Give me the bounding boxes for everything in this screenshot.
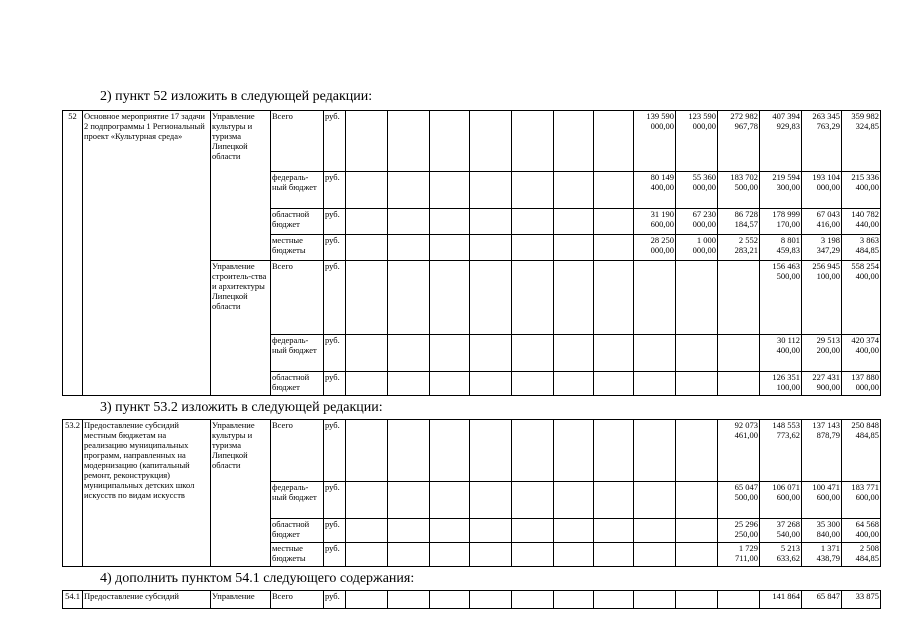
amount-cell: 3 863 484,85 [842, 235, 881, 261]
amount-cell: 420 374 400,00 [842, 335, 881, 372]
amount-cell: 183 702 500,00 [718, 172, 760, 209]
section-heading-52: 2) пункт 52 изложить в следующей редакции: [100, 89, 373, 104]
funding-source: областной бюджет [271, 519, 324, 543]
unit: руб. [324, 591, 346, 609]
amount-cell: 141 864 [760, 591, 802, 609]
amount-cell: 558 254 400,00 [842, 261, 881, 335]
amount-cell: 359 982 324,85 [842, 111, 881, 172]
amount-cell: 183 771 600,00 [842, 482, 881, 519]
amount-cell: 156 463 500,00 [760, 261, 802, 335]
amount-cell: 126 351 100,00 [760, 372, 802, 396]
amount-cell: 28 250 000,00 [634, 235, 676, 261]
table-row [63, 111, 881, 172]
amount-cell: 407 394 929,83 [760, 111, 802, 172]
amount-cell: 1 729 711,00 [718, 543, 760, 567]
amount-cell: 215 336 400,00 [842, 172, 881, 209]
amount-cell: 35 300 840,00 [802, 519, 842, 543]
unit: руб. [324, 372, 346, 396]
funding-source: местные бюджеты [271, 235, 324, 261]
amount-cell: 2 552 283,21 [718, 235, 760, 261]
amount-cell: 86 728 184,57 [718, 209, 760, 235]
table-item-52 [62, 110, 881, 396]
amount-cell: 92 073 461,00 [718, 420, 760, 482]
amount-cell: 65 847 [802, 591, 842, 609]
funding-source: Всего [271, 420, 324, 482]
amount-cell: 250 848 484,85 [842, 420, 881, 482]
amount-cell: 256 945 100,00 [802, 261, 842, 335]
unit: руб. [324, 420, 346, 482]
executor: Управление строитель-ства и архитектуры Липецкой области [211, 261, 271, 396]
amount-cell: 2 508 484,85 [842, 543, 881, 567]
table-item-54-1 [62, 590, 881, 609]
amount-cell: 219 594 300,00 [760, 172, 802, 209]
item-name: Основное мероприятие 17 задачи 2 подпрограммы 1 Региональный проект «Культурная среда» [83, 111, 211, 396]
amount-cell: 67 230 000,00 [676, 209, 718, 235]
section-heading-53-2: 3) пункт 53.2 изложить в следующей редакции: [100, 400, 383, 415]
funding-source: федераль-ный бюджет [271, 482, 324, 519]
amount-cell: 65 047 500,00 [718, 482, 760, 519]
amount-cell: 30 112 400,00 [760, 335, 802, 372]
amount-cell: 106 071 600,00 [760, 482, 802, 519]
amount-cell: 67 043 416,00 [802, 209, 842, 235]
amount-cell: 80 149 400,00 [634, 172, 676, 209]
funding-source: Всего [271, 111, 324, 172]
section-heading-54-1: 4) дополнить пунктом 54.1 следующего содержания: [100, 571, 415, 586]
amount-cell: 272 982 967,78 [718, 111, 760, 172]
amount-cell: 137 143 878,79 [802, 420, 842, 482]
table-item-53-2 [62, 419, 881, 567]
amount-cell: 5 213 633,62 [760, 543, 802, 567]
unit: руб. [324, 111, 346, 172]
unit: руб. [324, 543, 346, 567]
executor: Управление культуры и туризма Липецкой области [211, 111, 271, 261]
amount-cell: 8 801 459,83 [760, 235, 802, 261]
funding-source: Всего [271, 261, 324, 335]
funding-source: областной бюджет [271, 372, 324, 396]
amount-cell: 263 345 763,29 [802, 111, 842, 172]
item-number: 53.2 [63, 420, 83, 567]
unit: руб. [324, 172, 346, 209]
item-number: 54.1 [63, 591, 83, 609]
amount-cell: 100 471 600,00 [802, 482, 842, 519]
table-row [63, 591, 881, 609]
executor: Управление культуры и туризма Липецкой области [211, 420, 271, 567]
amount-cell: 139 590 000,00 [634, 111, 676, 172]
amount-cell: 37 268 540,00 [760, 519, 802, 543]
amount-cell: 227 431 900,00 [802, 372, 842, 396]
amount-cell: 137 880 000,00 [842, 372, 881, 396]
amount-cell: 178 999 170,00 [760, 209, 802, 235]
amount-cell: 64 568 400,00 [842, 519, 881, 543]
amount-cell: 3 198 347,29 [802, 235, 842, 261]
table-row [63, 420, 881, 482]
funding-source: федераль-ный бюджет [271, 335, 324, 372]
amount-cell: 1 371 438,79 [802, 543, 842, 567]
amount-cell: 25 296 250,00 [718, 519, 760, 543]
amount-cell: 148 553 773,62 [760, 420, 802, 482]
amount-cell: 29 513 200,00 [802, 335, 842, 372]
unit: руб. [324, 261, 346, 335]
amount-cell: 33 875 [842, 591, 881, 609]
item-name: Предоставление субсидий [83, 591, 211, 609]
funding-source: Всего [271, 591, 324, 609]
item-number: 52 [63, 111, 83, 396]
amount-cell: 1 000 000,00 [676, 235, 718, 261]
unit: руб. [324, 335, 346, 372]
unit: руб. [324, 519, 346, 543]
amount-cell: 193 104 000,00 [802, 172, 842, 209]
unit: руб. [324, 235, 346, 261]
amount-cell: 55 360 000,00 [676, 172, 718, 209]
amount-cell: 140 782 440,00 [842, 209, 881, 235]
unit: руб. [324, 209, 346, 235]
amount-cell: 123 590 000,00 [676, 111, 718, 172]
unit: руб. [324, 482, 346, 519]
item-name: Предоставление субсидий местным бюджетам на реализацию муниципальных программ, направленных на модернизацию (капитальный ремонт, реконструкция) муниципальных детских школ искусств по видам искусств [83, 420, 211, 567]
funding-source: федераль-ный бюджет [271, 172, 324, 209]
executor: Управление [211, 591, 271, 609]
amount-cell: 31 190 600,00 [634, 209, 676, 235]
funding-source: областной бюджет [271, 209, 324, 235]
funding-source: местные бюджеты [271, 543, 324, 567]
